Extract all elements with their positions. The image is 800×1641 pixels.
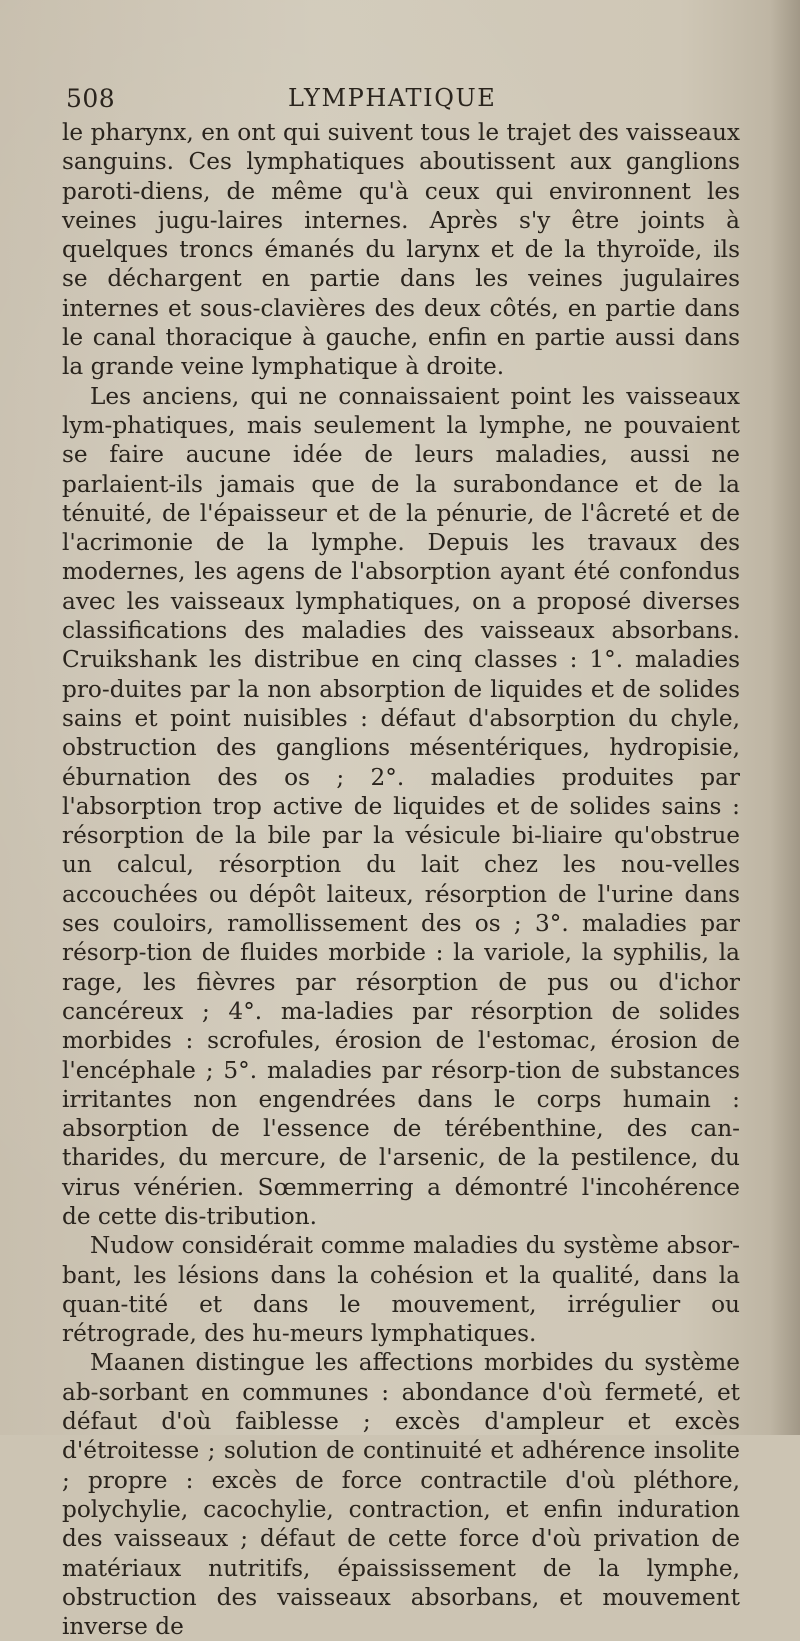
paragraph-3: Nudow considérait comme maladies du système absor-bant, les lésions dans la cohésion et la qualité, dans la quan-tité et dans le mouvement, irrégulier ou rétrograde, des hu-meurs lymphatiques.: [62, 1232, 740, 1348]
paragraph-4: Maanen distingue les affections morbides du système ab-sorbant en communes : abondance d'où fermeté, et défaut d'où faiblesse ; excès d'ampleur et excès d'étroitesse ; solution de continuité et adhérence insolite ; propre : excès de force contractile d'où pléthore, polychylie, cacochylie, contraction, et enfin induration des vaisseaux ; défaut de cette force d'où privation de matériaux nutritifs, épaississement de la lymphe, obstruction des vaisseaux absorbans, et mouvement inverse de: [62, 1349, 740, 1641]
running-title: LYMPHATIQUE: [288, 84, 497, 112]
body-text: [62, 118, 740, 1641]
paragraph-1: le pharynx, en ont qui suivent tous le trajet des vaisseaux sanguins. Ces lymphatiques aboutissent aux ganglions paroti-diens, de même qu'à ceux qui environnent les veines jugu-laires internes. Après s'y être joints à quelques troncs émanés du larynx et de la thyroïde, ils se déchargent en partie dans les veines jugulaires internes et sous-clavières des deux côtés, en partie dans le canal thoracique à gauche, enfin en partie aussi dans la grande veine lymphatique à droite.: [62, 119, 740, 381]
paragraph-2: Les anciens, qui ne connaissaient point les vaisseaux lym-phatiques, mais seulement la lymphe, ne pouvaient se faire aucune idée de leurs maladies, aussi ne parlaient-ils jamais que de la surabondance et de la ténuité, de l'épaisseur et de la pénurie, de l'âcreté et de l'acrimonie de la lymphe. Depuis les travaux des modernes, les agens de l'absorption ayant été confondus avec les vaisseaux lymphatiques, on a proposé diverses classifications des maladies des vaisseaux absorbans. Cruikshank les distribue en cinq classes : 1°. maladies pro-duites par la non absorption de liquides et de solides sains et point nuisibles : défaut d'absorption du chyle, obstruction des ganglions mésentériques, hydropisie, éburnation des os ; 2°. maladies produites par l'absorption trop active de liquides et de solides sains : résorption de la bile par la vésicule bi-liaire qu'obstrue un calcul, résorption du lait chez les nou-velles accouchées ou dépôt laiteux, résorption de l'urine dans ses couloirs, ramollissement des os ; 3°. maladies par résorp-tion de fluides morbide : la variole, la syphilis, la rage, les fièvres par résorption de pus ou d'ichor cancéreux ; 4°. ma-ladies par résorption de solides morbides : scrofules, érosion de l'estomac, érosion de l'encéphale ; 5°. maladies par résorp-tion de substances irritantes non engendrées dans le corps humain : absorption de l'essence de térébenthine, des can-tharides, du mercure, de l'arsenic, de la pestilence, du virus vénérien. Sœmmerring a démontré l'incohérence de cette dis-tribution.: [62, 382, 740, 1230]
page-edge-shadow: [770, 0, 800, 1435]
page-number: 508: [66, 84, 116, 113]
